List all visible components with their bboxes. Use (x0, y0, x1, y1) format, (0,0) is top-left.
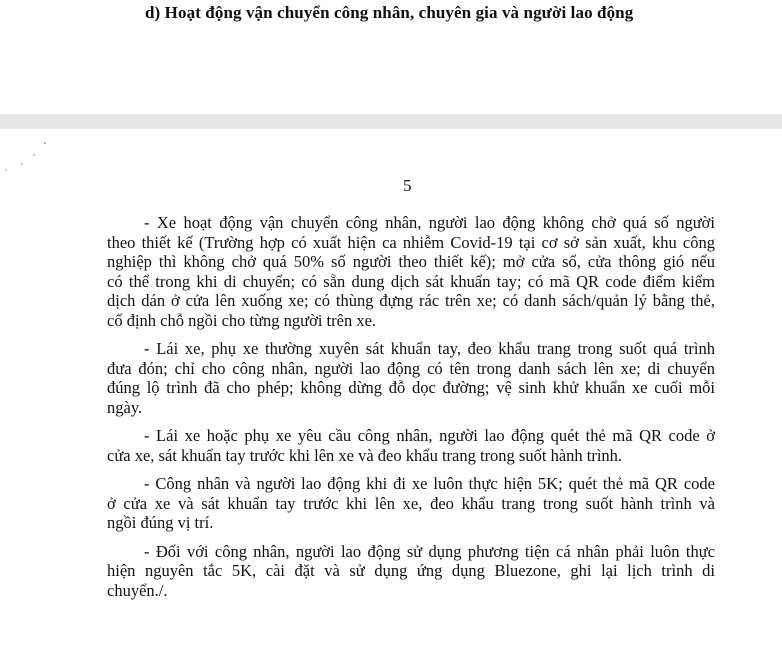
text-line: ở cửa xe và sát khuẩn tay trước khi lên xe, đeo khẩu trang trong suốt hành trình và (107, 493, 715, 513)
speck (5, 169, 6, 170)
text-line: có thể trong khi di chuyển; có sẵn dung dịch sát khuẩn tay; có mã QR code điểm kiểm (107, 271, 715, 291)
text-line: - Lái xe, phụ xe thường xuyên sát khuẩn tay, đeo khẩu trang trong suốt quá trình (144, 339, 715, 358)
speck (44, 142, 46, 144)
text-line: hiện nguyên tắc 5K, cài đặt và sử dụng ứng dụng Bluezone, ghi lại lịch trình di (107, 561, 715, 580)
text-line: ngồi đúng vị trí. (107, 513, 214, 532)
text-line: đưa đón; chỉ cho công nhân, người lao động có tên trong danh sách lên xe; di chuyển (107, 358, 715, 378)
text-line: ngày. (107, 397, 143, 417)
text-line: - Đối với công nhân, người lao động sử dụng phương tiện cá nhân phải luôn thực (144, 541, 715, 561)
text-line: đúng lộ trình đã cho phép; không dừng đỗ dọc đường; vệ sinh khử khuẩn xe cuối mỗi (107, 378, 715, 397)
text-line: cố định chỗ ngồi cho từng người trên xe. (107, 310, 377, 330)
page-number: 5 (403, 176, 412, 195)
text-line: cửa xe, sát khuẩn tay trước khi lên xe và đeo khẩu trang trong suốt hành trình. (107, 445, 623, 465)
text-line: chuyển./. (107, 580, 168, 600)
text-line: theo thiết kế (Trường hợp có xuất hiện ca nhiễm Covid-19 tại cơ sở sản xuất, khu công (107, 232, 715, 252)
text-line: - Lái xe hoặc phụ xe yêu cầu công nhân, người lao động quét thẻ mã QR code ở (144, 426, 715, 445)
text-line: nghiệp thì không chở quá 50% số người theo thiết kế); mở cửa sổ, cửa thông gió nếu (107, 252, 715, 271)
text-line: - Xe hoạt động vận chuyển công nhân, người lao động không chở quá số người (144, 213, 715, 232)
page-4-bottom (0, 0, 782, 114)
paragraph (107, 542, 715, 601)
page-separator (0, 114, 782, 129)
section-heading: d) Hoạt động vận chuyển công nhân, chuyên gia và người lao động (145, 3, 634, 22)
text-line: - Công nhân và người lao động khi đi xe luôn thực hiện 5K; quét thẻ mã QR code (144, 474, 715, 493)
speck (21, 163, 22, 164)
paragraph (107, 339, 715, 417)
body-text (107, 213, 715, 609)
text-line: dịch dán ở cửa lên xuống xe; có thùng đựng rác trên xe; có danh sách/quản lý bằng thẻ, (107, 291, 715, 310)
paragraph (107, 474, 715, 533)
paragraph (107, 213, 715, 330)
speck (33, 154, 34, 155)
paragraph (107, 426, 715, 465)
scan-specks (4, 138, 54, 178)
